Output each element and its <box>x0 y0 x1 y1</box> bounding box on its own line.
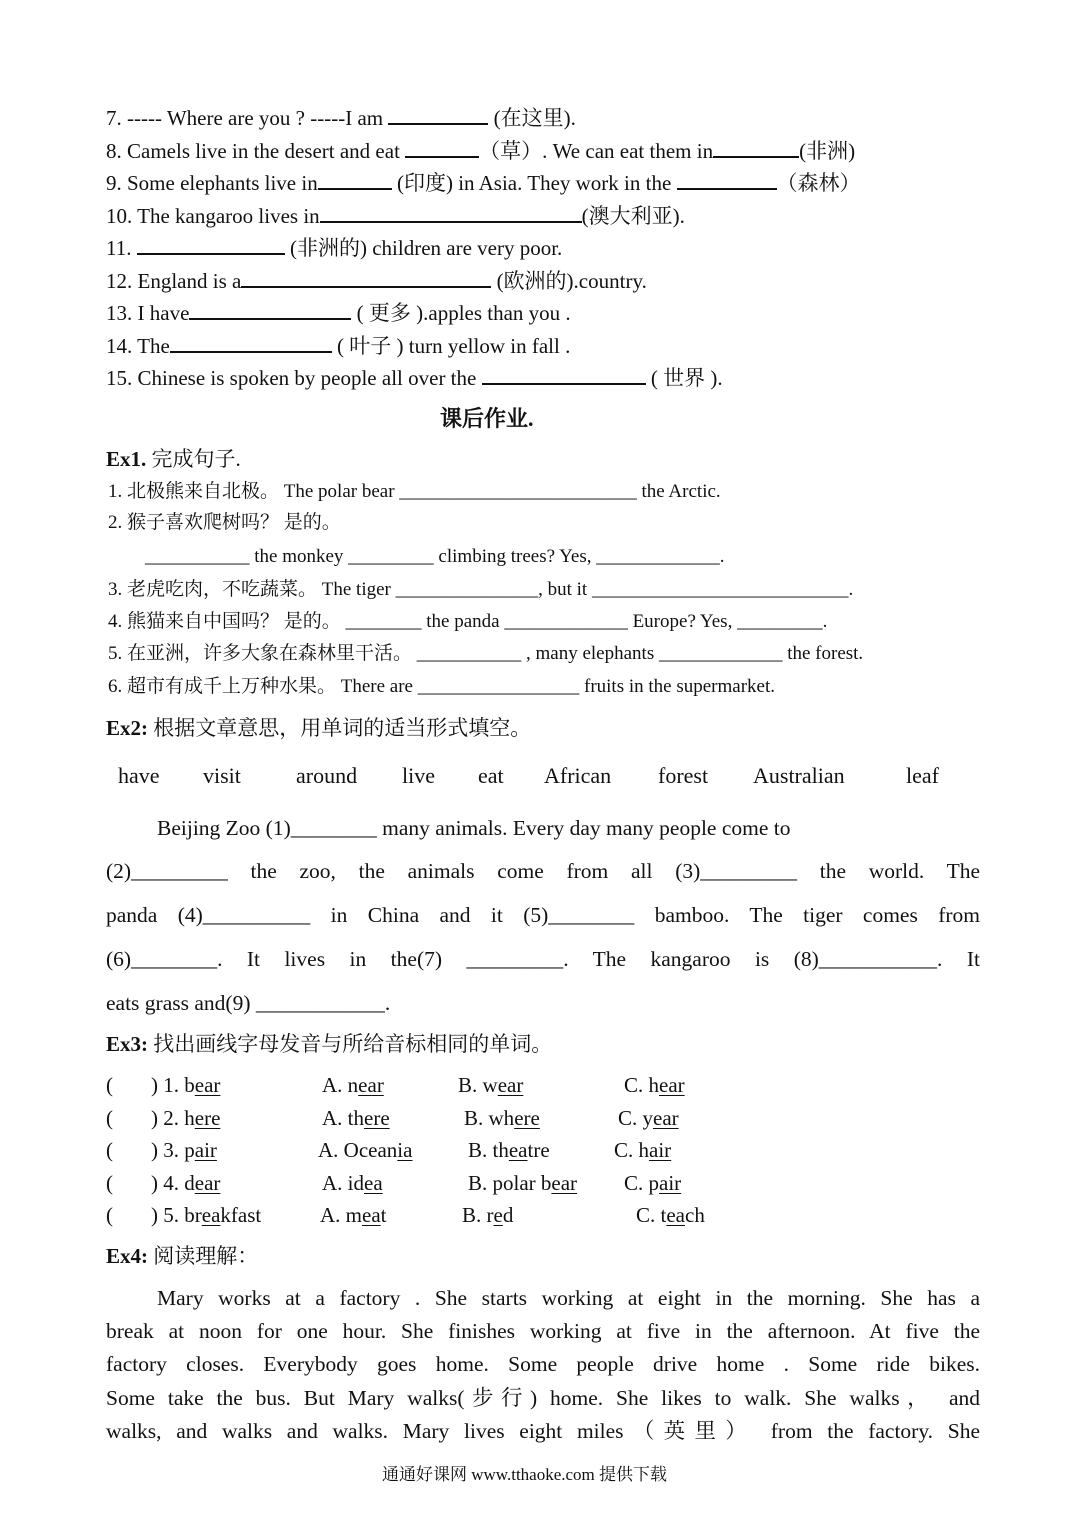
answer-blank[interactable] <box>677 170 777 190</box>
word-bank-item: forest <box>658 763 709 788</box>
fill-item-11: 11. (非洲的) children are very poor. <box>106 236 563 260</box>
ex4-passage-line: walks, and walks and walks. Mary lives eight miles（英里） from the factory. She <box>106 1419 980 1443</box>
ex4-passage-line: Mary works at a factory . She starts working at eight in the morning. She has a <box>157 1286 980 1310</box>
ex1-line-2: 2. 猴子喜欢爬树吗？ 是的。 <box>108 512 341 533</box>
ex2-passage-line: eats grass and(9) ____________. <box>106 991 391 1015</box>
answer-blank[interactable] <box>482 365 646 385</box>
word-bank-item: have <box>118 763 160 788</box>
word-bank-item: visit <box>203 763 241 788</box>
question-word: ) 3. pair <box>151 1138 217 1162</box>
option-b[interactable]: B. where <box>464 1106 540 1130</box>
fill-item-8: 8. Camels live in the desert and eat （草）. We can eat them in (非洲) <box>106 139 856 163</box>
answer-blank[interactable] <box>713 138 799 158</box>
answer-paren[interactable]: ( <box>106 1073 113 1097</box>
word-bank-item: around <box>296 763 358 788</box>
fill-item-14: 14. The ( 叶子 ) turn yellow in fall . <box>106 334 571 358</box>
ex1-heading: Ex1. 完成句子. <box>106 447 241 471</box>
option-c[interactable]: C. teach <box>636 1203 705 1227</box>
ex2-passage-line: (6)________. It lives in the(7) _________. The kangaroo is (8)___________. It <box>106 947 980 971</box>
homework-title: 课后作业. <box>440 406 534 431</box>
ex4-passage-line: factory closes. Everybody goes home. Some people drive home . Some ride bikes. <box>106 1352 980 1376</box>
word-bank-item: leaf <box>906 763 939 788</box>
answer-blank[interactable] <box>388 105 488 125</box>
answer-blank[interactable] <box>318 170 392 190</box>
answer-paren[interactable]: ( <box>106 1203 113 1227</box>
option-a[interactable]: A. there <box>322 1106 390 1130</box>
word-bank-item: African <box>544 763 612 788</box>
fill-item-12: 12. England is a (欧洲的).country. <box>106 269 647 293</box>
answer-paren[interactable]: ( <box>106 1106 113 1130</box>
option-b[interactable]: B. wear <box>458 1073 524 1097</box>
ex1-line-4: 4. 熊猫来自中国吗？ 是的。 ________ the panda _____________ Europe? Yes, _________. <box>108 611 828 632</box>
answer-blank[interactable] <box>241 268 491 288</box>
option-b[interactable]: B. red <box>462 1203 514 1227</box>
answer-blank[interactable] <box>320 203 582 223</box>
answer-blank[interactable] <box>170 333 332 353</box>
option-a[interactable]: A. meat <box>320 1203 387 1227</box>
answer-paren[interactable]: ( <box>106 1138 113 1162</box>
ex1-line-1: 1. 北极熊来自北极。 The polar bear _________________________ the Arctic. <box>108 481 721 502</box>
answer-blank[interactable] <box>137 235 285 255</box>
fill-item-15: 15. Chinese is spoken by people all over the ( 世界 ). <box>106 366 723 390</box>
word-bank-item: Australian <box>753 763 845 788</box>
answer-paren[interactable]: ( <box>106 1171 113 1195</box>
answer-blank[interactable] <box>189 300 351 320</box>
ex2-passage-line: Beijing Zoo (1)________ many animals. Every day many people come to <box>157 816 791 840</box>
answer-blank[interactable] <box>405 138 479 158</box>
ex4-heading: Ex4: 阅读理解： <box>106 1244 259 1268</box>
word-bank-item: live <box>402 763 435 788</box>
question-word: ) 1. bear <box>151 1073 221 1097</box>
word-bank-item: eat <box>478 763 504 788</box>
option-c[interactable]: C. hear <box>624 1073 685 1097</box>
option-c[interactable]: C. pair <box>624 1171 682 1195</box>
option-a[interactable]: A. Oceania <box>318 1138 413 1162</box>
fill-item-10: 10. The kangaroo lives in (澳大利亚). <box>106 204 685 228</box>
option-a[interactable]: A. near <box>322 1073 384 1097</box>
option-c[interactable]: C. year <box>618 1106 679 1130</box>
ex2-passage-line: (2)_________ the zoo, the animals come from all (3)_________ the world. The <box>106 859 980 883</box>
ex1-line-2b: ___________ the monkey _________ climbing trees? Yes, _____________. <box>145 546 725 567</box>
ex1-line-6: 6. 超市有成千上万种水果。 There are _________________ fruits in the supermarket. <box>108 676 775 697</box>
ex2-heading: Ex2: 根据文章意思，用单词的适当形式填空。 <box>106 716 532 740</box>
ex4-passage-line: Some take the bus. But Mary walks(步行) home. She likes to walk. She walks， and <box>106 1386 980 1410</box>
ex3-heading: Ex3: 找出画线字母发音与所给音标相同的单词。 <box>106 1032 553 1056</box>
option-a[interactable]: A. idea <box>322 1171 383 1195</box>
ex2-passage-line: panda (4)__________ in China and it (5)________ bamboo. The tiger comes from <box>106 903 980 927</box>
ex4-passage-line: break at noon for one hour. She finishes working at five in the afternoon. At five the <box>106 1319 980 1343</box>
question-word: ) 2. here <box>151 1106 221 1130</box>
ex1-line-3: 3. 老虎吃肉，不吃蔬菜。 The tiger _______________, but it ___________________________. <box>108 579 854 600</box>
question-word: ) 5. breakfast <box>151 1203 262 1227</box>
page-footer: 通通好课网 www.tthaoke.com 提供下载 <box>382 1465 668 1484</box>
fill-item-9: 9. Some elephants live in (印度) in Asia. They work in the （森林） <box>106 171 861 195</box>
fill-item-7: 7. ----- Where are you ? -----I am (在这里). <box>106 106 576 130</box>
ex1-line-5: 5. 在亚洲，许多大象在森林里干活。 ___________ , many elephants _____________ the forest. <box>108 643 864 664</box>
fill-item-13: 13. I have ( 更多 ).apples than you . <box>106 301 571 325</box>
option-b[interactable]: B. polar bear <box>468 1171 578 1195</box>
option-c[interactable]: C. hair <box>614 1138 672 1162</box>
option-b[interactable]: B. theatre <box>468 1138 550 1162</box>
question-word: ) 4. dear <box>151 1171 221 1195</box>
